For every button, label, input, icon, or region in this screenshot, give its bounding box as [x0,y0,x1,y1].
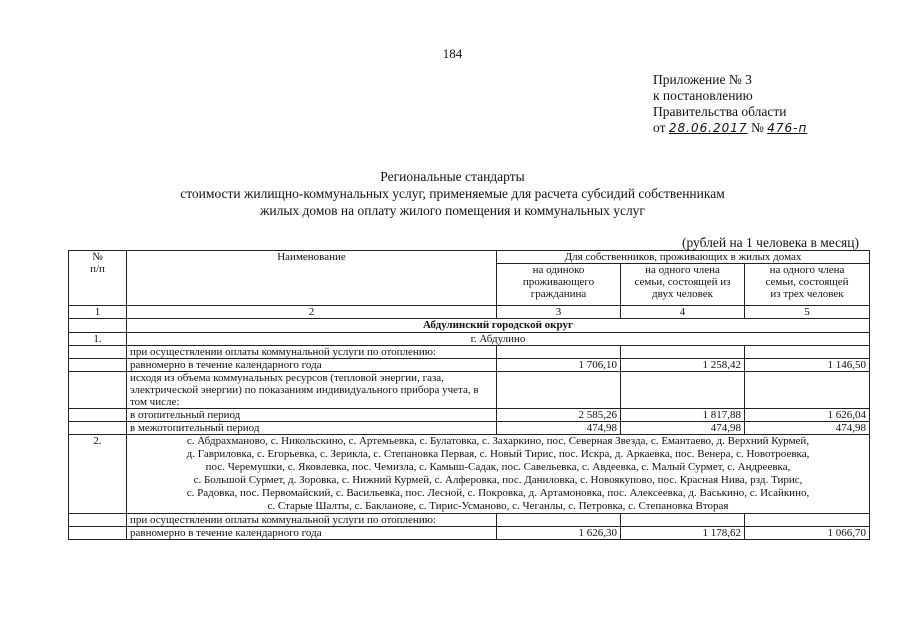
settlements-line: с. Радовка, пос. Первомайский, с. Васильевка, пос. Лесной, с. Покровка, д. Артамоновка, пос. Алексеевка, д. Васькино, с. Исайкино, [186,487,810,499]
title-line-1: Региональные стандарты [380,169,525,184]
col-number: 2 [127,306,497,319]
title-line-3: жилых домов на оплату жилого помещения и коммунальных услуг [260,203,645,218]
meter-label: исходя из объема коммунальных ресурсов (тепловой энергии, газа, электрической энергии) по показаниям индивидуального прибора учета, в том числе: [127,372,497,409]
section-1-num: 1. [69,333,127,346]
value-cell: 474,98 [745,422,870,435]
heating-label: при осуществлении оплаты коммунальной услуги по отоплению: [127,514,497,527]
value-cell: 1 817,88 [621,409,745,422]
section-2-num: 2. [69,435,127,514]
section-2-row [69,435,870,514]
section-1-row [69,333,870,346]
page-number: 184 [442,46,463,61]
value-cell: 1 258,42 [621,359,745,372]
value-cell: 2 585,26 [497,409,621,422]
value-cell: 474,98 [497,422,621,435]
column-number-row [69,306,870,319]
value-cell: 1 626,04 [745,409,870,422]
value-cell: 1 066,70 [745,527,870,540]
heating-label: при осуществлении оплаты коммунальной услуги по отоплению: [127,346,497,359]
table-row [69,346,870,359]
date-prefix: от [653,120,666,135]
section-1-name: г. Абдулино [127,333,870,346]
col-number: 5 [745,306,870,319]
settlements-line: д. Гавриловка, с. Егорьевка, с. Зерикла, с. Степановка Первая, с. Новый Тирис, пос. Искра, д. Аркаевка, пос. Венера, с. Новотроевка, [186,448,810,460]
appendix-date-line [653,120,807,136]
value-cell: 1 178,62 [621,527,745,540]
value-cell: 1 626,30 [497,527,621,540]
appendix-line-2: к постановлению [653,88,753,103]
col-number: 1 [69,306,127,319]
value-cell: 1 706,10 [497,359,621,372]
heating-period-label: в отопительный период [127,409,497,422]
table-row [69,359,870,372]
table-row [69,527,870,540]
district-name: Абдулинский городской округ [127,319,870,333]
col-number: 4 [621,306,745,319]
col-number: 3 [497,306,621,319]
year-label: равномерно в течение календарного года [127,359,497,372]
document-title [0,168,905,219]
settlements-line: пос. Черемушки, с. Яковлевка, пос. Чемизла, с. Камыш-Садак, пос. Савельевка, с. Авдеевка, с. Малый Сурмет, с. Андреевка, [205,461,791,473]
table-row [69,409,870,422]
settlements-list [127,435,870,514]
header-name: Наименование [127,251,497,306]
units-note: (рублей на 1 человека в месяц) [681,235,859,250]
value-cell: 474,98 [621,422,745,435]
off-period-label: в межотопительный период [127,422,497,435]
header-col4: на одного члена семьи, состоящей из двух человек [621,264,745,306]
value-cell: 1 146,50 [745,359,870,372]
settlements-line: с. Старые Шалты, с. Бакланове, с. Тирис-Усманово, с. Чеганлы, с. Петровка, с. Степановка Вторая [267,500,729,512]
standards-table [68,250,870,540]
header-col3: на одиноко проживающего гражданина [497,264,621,306]
table-row [69,514,870,527]
appendix-block [653,72,807,136]
table-row [69,372,870,409]
district-row [69,319,870,333]
header-num: № п/п [69,251,127,306]
header-col5: на одного члена семьи, состоящей из трех человек [745,264,870,306]
handwritten-date: 28.06.2017 [668,121,748,135]
table-row [69,422,870,435]
title-line-2: стоимости жилищно-коммунальных услуг, применяемые для расчета субсидий собственникам [180,186,725,201]
appendix-line-3: Правительства области [653,104,787,119]
year-label: равномерно в течение календарного года [127,527,497,540]
settlements-line: с. Абдрахманово, с. Никольскино, с. Артемьевка, с. Булатовка, с. Захаркино, пос. Северная Звезда, с. Емантаево, д. Верхний Курмей, [186,435,810,447]
handwritten-number: 476-п [767,121,808,135]
appendix-line-1: Приложение № 3 [653,72,752,87]
header-row-1 [69,251,870,264]
settlements-line: с. Большой Сурмет, д. Зоровка, с. Нижний Курмей, с. Алферовка, пос. Даниловка, с. Новоякупово, пос. Красная Нива, рзд. Тирис, [193,474,803,486]
header-group: Для собственников, проживающих в жилых домах [497,251,870,264]
number-prefix: № [750,120,764,135]
